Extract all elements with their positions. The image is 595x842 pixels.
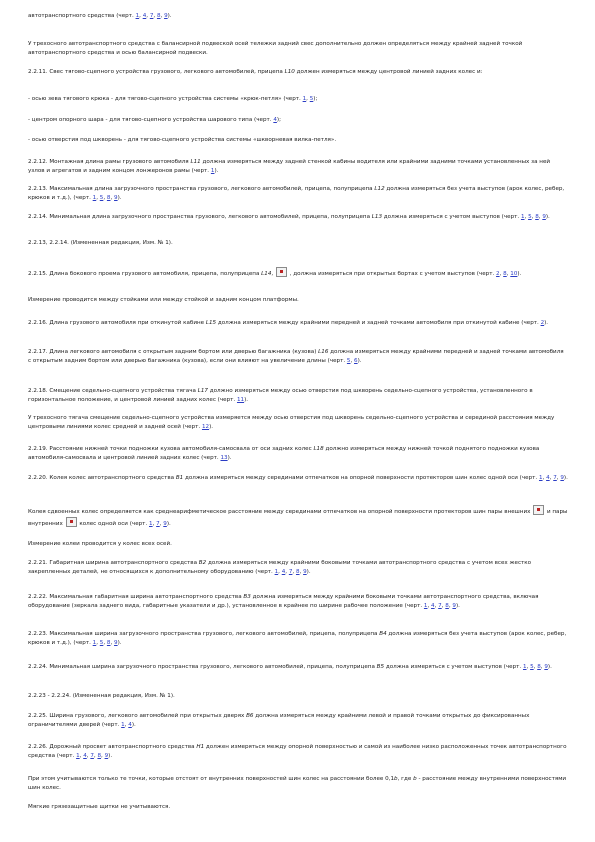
- text-segment: 2.2.11. Свес тягово-сцепного устройства грузового, легкового автомобилей, прицепа: [28, 69, 285, 75]
- drawing-link[interactable]: 9: [452, 602, 456, 609]
- text-segment: ).: [357, 357, 362, 364]
- text-segment: 2.2.15. Длина бокового проема грузового автомобиля, прицепа, полуприцепа: [28, 271, 262, 277]
- formula-image-icon: [533, 505, 544, 515]
- drawing-link[interactable]: 7: [438, 602, 442, 609]
- drawing-link[interactable]: 4: [281, 568, 286, 575]
- text-segment: должна измеряться между крайними левой и правой точками открытых до фиксированных ограничителями дверей (черт.: [28, 713, 530, 728]
- drawing-link[interactable]: 4: [273, 117, 277, 123]
- text-segment: ,: [159, 520, 164, 527]
- paragraph: [28, 319, 568, 328]
- paragraph: [28, 348, 568, 365]
- dimension-symbol: b: [394, 776, 398, 782]
- text-segment: должна измеряться между задней стенкой кабины водителя или крайними задними точками установленных за ней узлов и агрегатов и задним концом лонжеронов рамы (черт.: [28, 159, 551, 174]
- text-segment: должен измеряться между опорной поверхностью и самой из наиболее низко расположенных точек автотранспортного средства (черт.: [28, 744, 567, 759]
- drawing-link[interactable]: 8: [156, 13, 161, 19]
- dimension-symbol: B1: [175, 475, 184, 481]
- text-segment: ).: [455, 602, 460, 609]
- drawing-link[interactable]: 1: [135, 13, 140, 19]
- text-segment: У трехосного автотранспортного средства с балансирной подвеской осей тележки задний свес дополнительно должен определяться между крайней задней точкой автотранспортного средства и осью балансирной подвески.: [28, 41, 523, 56]
- drawing-link[interactable]: 5: [99, 194, 104, 201]
- drawing-link[interactable]: 1: [302, 96, 307, 102]
- paragraph: [28, 387, 568, 404]
- text-segment: должен измеряться между центровой линией задних колес и:: [294, 69, 483, 75]
- drawing-link[interactable]: 13: [220, 454, 228, 461]
- drawing-link[interactable]: 9: [542, 214, 546, 220]
- drawing-link[interactable]: 7: [553, 475, 557, 481]
- text-segment: ).: [227, 454, 232, 461]
- text-segment: ,: [427, 602, 432, 609]
- text-segment: ,: [146, 13, 150, 19]
- paragraph: [28, 136, 568, 145]
- text-segment: ,: [153, 13, 157, 19]
- dimension-symbol: B5: [376, 664, 385, 670]
- text-segment: 2.2.20. Колея колес автотранспортного средства: [28, 475, 176, 481]
- text-segment: 2.2.18. Смещение седельно-сцепного устройства тягача: [28, 388, 198, 394]
- drawing-link[interactable]: 1: [520, 214, 525, 220]
- text-segment: ,: [79, 752, 84, 759]
- drawing-link[interactable]: 8: [537, 664, 541, 670]
- drawing-link[interactable]: 8: [106, 639, 111, 646]
- text-segment: ,: [538, 214, 543, 220]
- drawing-link[interactable]: 9: [114, 194, 118, 201]
- text-segment: ,: [533, 664, 538, 670]
- text-segment: ,: [540, 664, 545, 670]
- paragraph: [28, 213, 568, 222]
- text-segment: 2.2.19. Расстояние нижней точки подножки кузова автомобиля-самосвала от оси задних колес: [28, 446, 314, 452]
- text-segment: ).: [117, 639, 122, 646]
- drawing-link[interactable]: 1: [149, 520, 153, 527]
- text-segment: Колея сдвоенных колес определяется как среднеарифметическое расстояние между серединами отпечатков на опорной поверхности протекторов шин пары внешних: [28, 509, 533, 515]
- drawing-link[interactable]: 10: [510, 271, 518, 277]
- paragraph: [28, 593, 568, 610]
- text-segment: ).: [117, 194, 122, 201]
- paragraph: [28, 158, 568, 175]
- drawing-link[interactable]: 9: [114, 639, 118, 646]
- drawing-link[interactable]: 1: [423, 602, 428, 609]
- text-segment: ,: [103, 194, 107, 201]
- dimension-symbol: L16: [318, 349, 329, 355]
- paragraph: [28, 267, 568, 279]
- text-segment: должна измеряться без учета выступов (арок колес, ребер, крюков и т.д.), (черт.: [28, 631, 567, 646]
- paragraph: [28, 116, 568, 125]
- text-segment: ,: [86, 752, 91, 759]
- drawing-link[interactable]: 1: [92, 194, 97, 201]
- drawing-link[interactable]: 4: [83, 752, 87, 759]
- text-segment: ,: [124, 721, 129, 728]
- paragraph: [28, 712, 568, 729]
- text-segment: ,: [448, 602, 453, 609]
- drawing-link[interactable]: 5: [346, 357, 351, 364]
- text-segment: ).: [108, 752, 113, 759]
- text-segment: ,: [96, 639, 100, 646]
- text-segment: Измерение проводится между стойками или между стойкой и задним концом платформы.: [28, 297, 299, 303]
- text-segment: ,: [542, 475, 547, 481]
- text-segment: должна измеряться с учетом выступов (черт.: [384, 664, 523, 670]
- text-segment: - осью отверстия под шкворень - для тягово-сцепного устройства системы «шкворневая вилка-петля».: [28, 137, 337, 143]
- text-segment: 2.2.13. Максимальная длина загрузочного пространства грузового, легкового автомобилей, прицепа, полуприцепа: [28, 186, 375, 192]
- text-segment: ).: [214, 167, 219, 174]
- drawing-link[interactable]: 1: [210, 167, 215, 174]
- paragraph: [28, 445, 568, 462]
- drawing-link[interactable]: 9: [104, 752, 109, 759]
- text-segment: Мягкие грязезащитные щитки не учитываются.: [28, 804, 171, 810]
- paragraph: [28, 692, 568, 701]
- text-segment: и пары внутренних: [28, 509, 568, 527]
- drawing-link[interactable]: 8: [503, 271, 507, 277]
- text-segment: колес одной оси (черт.: [77, 520, 150, 527]
- drawing-link[interactable]: 4: [128, 721, 132, 728]
- text-segment: 2.2.22. Максимальная габаритная ширина автотранспортного средства: [28, 594, 244, 600]
- dimension-symbol: L14: [261, 271, 272, 277]
- text-segment: 2.2.25. Ширина грузового, легкового автомобилей при открытых дверях: [28, 713, 247, 719]
- drawing-link[interactable]: 4: [546, 475, 550, 481]
- text-segment: должна измеряться между серединами отпечатков на опорной поверхности протекторов шин колес одной оси (черт.: [183, 475, 539, 481]
- dimension-symbol: L13: [371, 214, 383, 220]
- text-segment: 2.2.21. Габаритная ширина автотранспортного средства: [28, 560, 199, 566]
- drawing-link[interactable]: 8: [445, 602, 449, 609]
- paragraph: [28, 663, 568, 672]
- dimension-symbol: H1: [196, 744, 205, 750]
- text-segment: ,: [285, 568, 289, 575]
- drawing-link[interactable]: 7: [90, 752, 94, 759]
- text-segment: ,: [350, 357, 355, 364]
- paragraph: [28, 95, 568, 104]
- dimension-symbol: b: [413, 776, 417, 782]
- text-segment: ,: [549, 475, 554, 481]
- text-segment: ,: [152, 520, 157, 527]
- drawing-link[interactable]: 1: [76, 752, 80, 759]
- dimension-symbol: B3: [243, 594, 251, 600]
- paragraph: [28, 743, 568, 760]
- text-segment: ).: [517, 271, 522, 277]
- drawing-link[interactable]: 1: [92, 639, 97, 646]
- text-segment: - осью зева тягового крюка - для тягово-сцепного устройства системы «крюк-петля» (черт.: [28, 96, 303, 102]
- text-segment: 2.2.24. Минимальная ширина загрузочного пространства грузового, легкового автомобилей, прицепа, полуприцепа: [28, 664, 377, 670]
- paragraph: [28, 775, 568, 792]
- text-segment: ).: [547, 664, 552, 670]
- text-segment: 2.2.17. Длина легкового автомобиля с открытым задним бортом или дверью багажника (кузова): [28, 349, 319, 355]
- text-segment: должна измеряться между крайними передней и задней точками автомобиля при откинутой кабине (черт.: [216, 320, 541, 326]
- drawing-link[interactable]: 8: [106, 194, 111, 201]
- text-segment: У трехосного тягача смещение седельно-сцепного устройства измеряется между осью отверстия под шкворень седельно-сцепного устройства и серединой расстояния между центровыми линиями колес средней и задней осей (черт.: [28, 415, 555, 430]
- formula-image-icon: [66, 517, 77, 527]
- paragraph: [28, 414, 568, 431]
- text-segment: ,: [139, 13, 143, 19]
- drawing-link[interactable]: 8: [97, 752, 102, 759]
- text-segment: ).: [131, 721, 136, 728]
- text-segment: );: [276, 117, 281, 123]
- drawing-link[interactable]: 6: [354, 357, 358, 364]
- drawing-link[interactable]: 9: [303, 568, 307, 575]
- text-segment: ,: [103, 639, 107, 646]
- text-segment: ).: [544, 320, 549, 326]
- text-segment: ).: [306, 568, 311, 575]
- dimension-symbol: L11: [190, 159, 201, 165]
- drawing-link[interactable]: 5: [309, 96, 314, 102]
- text-segment: ,: [292, 568, 296, 575]
- dimension-symbol: L17: [197, 388, 208, 394]
- text-segment: ).: [244, 396, 249, 403]
- text-segment: ,: [441, 602, 446, 609]
- drawing-link[interactable]: 4: [142, 13, 147, 19]
- text-segment: должно измеряться между осью отверстия под шкворень седельно-сцепного устройства, установленного в горизонтальное положение, и центровой линией задних колес (черт.: [28, 388, 533, 403]
- text-segment: 2.2.12. Монтажная длина рамы грузового автомобиля: [28, 159, 191, 165]
- text-segment: должна измеряться между крайними передней и задней точками автомобиля с открытым задним бортом или дверью багажника (кузова), если они влияют на увеличение длины (черт.: [28, 349, 564, 364]
- text-segment: Измерение колеи проводится у колес всех осей.: [28, 541, 172, 547]
- paragraph: [28, 296, 568, 305]
- dimension-symbol: L10: [284, 69, 295, 75]
- dimension-symbol: L12: [374, 186, 385, 192]
- paragraph: [28, 239, 568, 248]
- paragraph: [28, 630, 568, 647]
- dimension-symbol: L15: [205, 320, 217, 326]
- drawing-link[interactable]: 4: [431, 602, 435, 609]
- text-segment: ,: [306, 96, 310, 102]
- drawing-link[interactable]: 5: [528, 214, 532, 220]
- paragraph: [28, 559, 568, 576]
- text-segment: ,: [160, 13, 165, 19]
- drawing-link[interactable]: 12: [201, 423, 210, 430]
- drawing-link[interactable]: 5: [530, 664, 534, 670]
- drawing-link[interactable]: 8: [295, 568, 300, 575]
- text-segment: 2.2.13, 2.2.14. (Измененная редакция, Изм. № 1).: [28, 240, 173, 246]
- text-segment: ,: [499, 271, 504, 277]
- text-segment: 2.2.23. Максимальная ширина загрузочного пространства грузового, легкового автомобилей, прицепа, полуприцепа: [28, 631, 380, 637]
- text-segment: - центром опорного шара - для тягово-сцепного устройства шарового типа (черт.: [28, 117, 274, 123]
- drawing-link[interactable]: 2: [540, 320, 545, 326]
- text-segment: ,: [526, 664, 531, 670]
- dimension-symbol: B4: [379, 631, 387, 637]
- drawing-link[interactable]: 11: [236, 396, 245, 403]
- drawing-link[interactable]: 7: [156, 520, 160, 527]
- text-segment: должна измеряться без учета выступов (арок колес, ребер, крюков и т.д.), (черт.: [28, 186, 565, 201]
- dimension-symbol: L18: [313, 446, 324, 452]
- dimension-symbol: B2: [198, 560, 207, 566]
- paragraph: [28, 68, 568, 77]
- text-segment: ,: [524, 214, 529, 220]
- paragraph: [28, 40, 568, 57]
- drawing-link[interactable]: 1: [274, 568, 279, 575]
- drawing-link[interactable]: 5: [99, 639, 104, 646]
- drawing-link[interactable]: 2: [496, 271, 500, 277]
- text-segment: , где: [397, 776, 414, 782]
- text-segment: ,: [556, 475, 561, 481]
- text-segment: автотранспортного средства (черт.: [28, 13, 136, 19]
- paragraph: [28, 185, 568, 202]
- text-segment: ).: [209, 423, 214, 430]
- drawing-link[interactable]: 9: [163, 520, 167, 527]
- text-segment: должна измеряться между крайними боковыми точками автотранспортного средства с учетом всех жестко закрепленных деталей, не относящихся к дополнительному оборудованию (черт.: [28, 560, 532, 575]
- text-segment: 2.2.14. Минимальная длина загрузочного пространства грузового, легкового автомобилей, прицепа, полуприцепа: [28, 214, 372, 220]
- text-segment: ).: [563, 475, 568, 481]
- text-segment: ).: [545, 214, 550, 220]
- text-segment: ,: [101, 752, 105, 759]
- paragraph: [28, 12, 568, 21]
- drawing-link[interactable]: 9: [164, 13, 168, 19]
- text-segment: ,: [278, 568, 282, 575]
- text-segment: ,: [93, 752, 98, 759]
- text-segment: );: [313, 96, 318, 102]
- drawing-link[interactable]: 1: [538, 475, 543, 481]
- paragraph: [28, 505, 568, 528]
- text-segment: ,: [110, 194, 115, 201]
- text-segment: должно измеряться между нижней точкой поднятого подножки кузова автомобиля-самосвала и центровой линией задних колес (черт.: [28, 446, 540, 461]
- text-segment: , должна измеряться при открытых бортах с учетом выступов (черт.: [287, 271, 497, 277]
- drawing-link[interactable]: 9: [560, 475, 564, 481]
- paragraph: [28, 803, 568, 812]
- drawing-link[interactable]: 1: [522, 664, 527, 670]
- text-segment: ,: [110, 639, 115, 646]
- text-segment: - расстояние между внутренними поверхностями шин колес.: [28, 776, 567, 791]
- dimension-symbol: B6: [246, 713, 254, 719]
- text-segment: При этом учитываются только те точки, которые отстоят от внутренних поверхностей шин колес на расстоянии более 0,1: [28, 776, 394, 782]
- text-segment: должна измеряться между крайними боковыми точками автотранспортного средства, включая оборудование (зеркала заднего вида, габаритные указатели и др.), установленное в крайнее по ширине рабочее положение (черт.: [28, 594, 539, 609]
- drawing-link[interactable]: 7: [149, 13, 154, 19]
- formula-image-icon: [276, 267, 287, 277]
- text-segment: ,: [96, 194, 100, 201]
- drawing-link[interactable]: 7: [288, 568, 293, 575]
- drawing-link[interactable]: 8: [535, 214, 539, 220]
- text-segment: ,: [271, 271, 275, 277]
- paragraph: [28, 474, 568, 483]
- text-segment: 2.2.23 - 2.2.24. (Измененная редакция, Изм. № 1).: [28, 693, 175, 699]
- text-segment: должна измеряться с учетом выступов (черт.: [382, 214, 521, 220]
- text-segment: 2.2.26. Дорожный просвет автотранспортного средства: [28, 744, 197, 750]
- paragraph: [28, 540, 568, 549]
- text-segment: ,: [299, 568, 304, 575]
- text-segment: ).: [166, 520, 171, 527]
- text-segment: ,: [531, 214, 536, 220]
- text-segment: 2.2.16. Длина грузового автомобиля при откинутой кабине: [28, 320, 206, 326]
- text-segment: ,: [506, 271, 511, 277]
- drawing-link[interactable]: 9: [544, 664, 548, 670]
- text-segment: ).: [167, 13, 172, 19]
- drawing-link[interactable]: 1: [121, 721, 125, 728]
- text-segment: ,: [434, 602, 439, 609]
